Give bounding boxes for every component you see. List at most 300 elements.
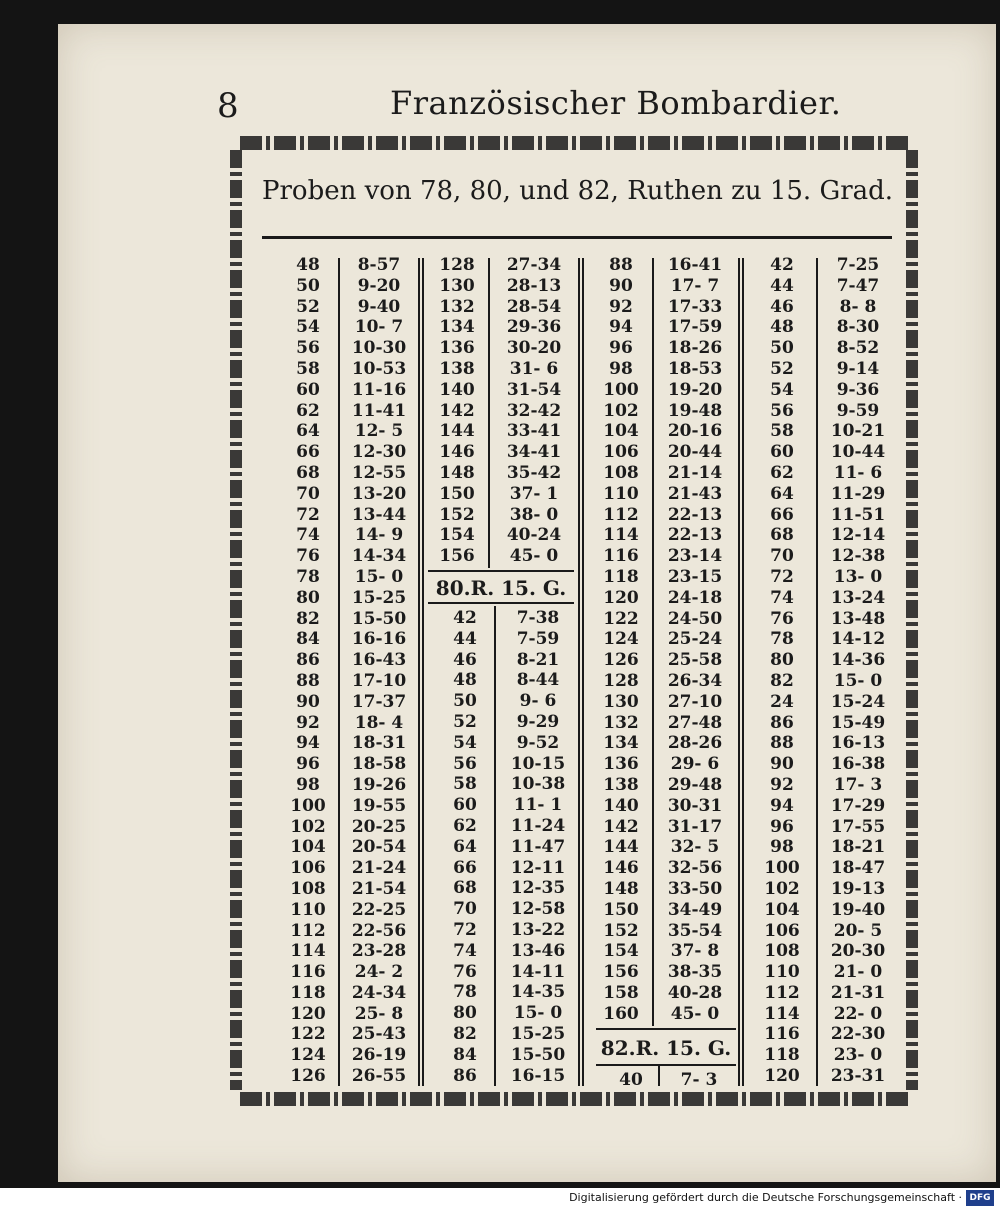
ornamental-border-bottom xyxy=(240,1092,908,1106)
time-cell: 10-53 xyxy=(351,358,407,379)
distance-cell: 104 xyxy=(603,421,639,442)
distance-cell: 98 xyxy=(296,774,320,795)
time-cell: 10-30 xyxy=(351,338,407,359)
footer-bar xyxy=(0,1188,1000,1210)
time-cell: 22-25 xyxy=(351,899,407,920)
time-cell: 18-53 xyxy=(667,358,723,379)
subhead-rule xyxy=(428,602,574,604)
distance-cell: 80 xyxy=(453,1003,477,1024)
distance-cell: 144 xyxy=(439,421,475,442)
distance-cell: 124 xyxy=(290,1045,326,1066)
time-cell: 7-59 xyxy=(516,628,560,649)
column-divider-double xyxy=(418,258,424,1086)
time-cell: 23-15 xyxy=(667,566,723,587)
distance-cell: 118 xyxy=(603,566,639,587)
distance-cell: 94 xyxy=(296,733,320,754)
time-cell: 27-48 xyxy=(667,712,723,733)
time-cell: 34-49 xyxy=(667,899,723,920)
time-cell: 25-43 xyxy=(351,1024,407,1045)
subhead-rule xyxy=(428,570,574,572)
distance-cell: 42 xyxy=(453,608,477,628)
time-cell: 11-51 xyxy=(830,504,886,525)
time-cell: 25-58 xyxy=(667,650,723,671)
time-cell: 16-16 xyxy=(351,629,407,650)
time-cell: 22-13 xyxy=(667,525,723,546)
time-cell: 15-24 xyxy=(830,691,886,712)
distance-cell: 142 xyxy=(439,400,475,421)
col3-distance-list xyxy=(592,255,650,1024)
ornamental-border-left xyxy=(230,150,242,1090)
distance-cell: 96 xyxy=(609,338,633,359)
column-divider-double xyxy=(738,258,744,1086)
distance-cell: 62 xyxy=(770,462,794,483)
distance-cell: 148 xyxy=(603,878,639,899)
time-cell: 14-36 xyxy=(830,650,886,671)
distance-cell: 140 xyxy=(603,795,639,816)
time-cell: 8- 8 xyxy=(839,296,877,317)
distance-cell: 150 xyxy=(603,899,639,920)
column-divider xyxy=(494,606,496,1086)
distance-cell: 118 xyxy=(764,1045,800,1066)
time-cell: 27-10 xyxy=(667,691,723,712)
time-cell: 19-55 xyxy=(351,795,407,816)
distance-cell: 58 xyxy=(453,774,477,795)
distance-cell: 124 xyxy=(603,629,639,650)
distance-cell: 66 xyxy=(296,442,320,463)
distance-cell: 120 xyxy=(764,1066,800,1087)
time-cell: 18-26 xyxy=(667,338,723,359)
time-cell: 21-54 xyxy=(351,878,407,899)
time-cell: 24-18 xyxy=(667,587,723,608)
distance-cell: 92 xyxy=(296,712,320,733)
time-cell: 25-24 xyxy=(667,629,723,650)
distance-cell: 84 xyxy=(296,629,320,650)
time-cell: 16-38 xyxy=(830,754,886,775)
time-cell: 9-59 xyxy=(836,400,880,421)
distance-cell: 144 xyxy=(603,837,639,858)
time-cell: 12- 5 xyxy=(354,421,404,442)
time-cell: 21-31 xyxy=(830,982,886,1003)
col4-time-list xyxy=(820,255,896,1087)
time-cell: 17- 7 xyxy=(670,275,720,296)
distance-cell: 50 xyxy=(296,275,320,296)
time-cell: 15-49 xyxy=(830,712,886,733)
time-cell: 12-35 xyxy=(510,878,566,899)
column-divider xyxy=(816,258,818,1086)
distance-cell: 56 xyxy=(296,338,320,359)
distance-cell: 88 xyxy=(770,733,794,754)
distance-cell: 104 xyxy=(764,899,800,920)
time-cell: 15- 0 xyxy=(354,566,404,587)
time-cell: 10- 7 xyxy=(354,317,404,338)
distance-cell: 48 xyxy=(770,317,794,338)
time-cell: 25- 8 xyxy=(354,1003,404,1024)
distance-cell: 114 xyxy=(764,1003,800,1024)
time-cell: 24-34 xyxy=(351,982,407,1003)
time-cell: 29-36 xyxy=(506,317,562,338)
distance-cell: 146 xyxy=(439,442,475,463)
time-cell: 15-50 xyxy=(351,608,407,629)
time-cell: 8-57 xyxy=(357,255,401,275)
distance-cell: 58 xyxy=(296,358,320,379)
distance-cell: 132 xyxy=(603,712,639,733)
dfg-logo: DFG xyxy=(966,1190,994,1206)
time-cell: 26-55 xyxy=(351,1066,407,1087)
distance-cell: 90 xyxy=(296,691,320,712)
distance-cell: 82 xyxy=(296,608,320,629)
column-divider xyxy=(658,1066,660,1086)
time-cell: 26-19 xyxy=(351,1045,407,1066)
time-cell: 20-44 xyxy=(667,442,723,463)
distance-cell: 98 xyxy=(770,837,794,858)
time-cell: 35-54 xyxy=(667,920,723,941)
distance-cell: 68 xyxy=(770,525,794,546)
distance-cell: 76 xyxy=(296,546,320,567)
distance-cell: 128 xyxy=(603,670,639,691)
distance-cell: 78 xyxy=(296,566,320,587)
time-cell: 31-17 xyxy=(667,816,723,837)
time-cell: 28-13 xyxy=(506,275,562,296)
distance-cell: 50 xyxy=(770,338,794,359)
distance-cell: 70 xyxy=(770,546,794,567)
time-cell: 16-41 xyxy=(667,255,723,275)
time-cell: 29- 6 xyxy=(670,754,720,775)
distance-cell: 86 xyxy=(453,1065,477,1086)
distance-cell: 90 xyxy=(609,275,633,296)
distance-cell: 56 xyxy=(453,753,477,774)
ornamental-border-top xyxy=(240,136,908,150)
distance-cell: 44 xyxy=(770,275,794,296)
time-cell: 10-21 xyxy=(830,421,886,442)
subhead-82-ruthen: 82.R. 15. G. xyxy=(600,1036,732,1060)
distance-cell: 54 xyxy=(296,317,320,338)
distance-cell: 76 xyxy=(770,608,794,629)
running-head: Französischer Bombardier. xyxy=(390,84,842,122)
distance-cell: 146 xyxy=(603,858,639,879)
time-cell: 45- 0 xyxy=(670,1003,720,1024)
distance-cell: 56 xyxy=(770,400,794,421)
title-rule xyxy=(262,236,892,239)
time-cell: 23-14 xyxy=(667,546,723,567)
time-cell: 22-30 xyxy=(830,1024,886,1045)
time-cell: 17- 3 xyxy=(833,774,883,795)
time-cell: 33-50 xyxy=(667,878,723,899)
distance-cell: 74 xyxy=(453,940,477,961)
distance-cell: 126 xyxy=(603,650,639,671)
column-divider-double xyxy=(578,258,584,1086)
distance-cell: 108 xyxy=(603,462,639,483)
time-cell: 18-31 xyxy=(351,733,407,754)
time-cell: 14-12 xyxy=(830,629,886,650)
time-cell: 9- 6 xyxy=(519,691,557,712)
distance-cell: 138 xyxy=(603,774,639,795)
distance-cell: 82 xyxy=(453,1023,477,1044)
distance-cell: 72 xyxy=(296,504,320,525)
distance-cell: 120 xyxy=(290,1003,326,1024)
time-cell: 9-40 xyxy=(357,296,401,317)
time-cell: 11-24 xyxy=(510,815,566,836)
time-cell: 11-16 xyxy=(351,379,407,400)
time-cell: 9-36 xyxy=(836,379,880,400)
time-cell: 13-20 xyxy=(351,483,407,504)
distance-cell: 66 xyxy=(453,857,477,878)
time-cell: 7-47 xyxy=(836,275,880,296)
time-cell: 9-29 xyxy=(516,711,560,732)
time-cell: 12-38 xyxy=(830,546,886,567)
distance-cell: 136 xyxy=(603,754,639,775)
distance-cell: 96 xyxy=(770,816,794,837)
col2-time-list xyxy=(494,255,574,567)
distance-cell: 134 xyxy=(603,733,639,754)
column-divider xyxy=(338,258,340,1086)
time-cell: 7-38 xyxy=(516,608,560,628)
distance-cell: 48 xyxy=(296,255,320,275)
time-cell: 21-14 xyxy=(667,462,723,483)
col3b-distance-list xyxy=(604,1070,658,1091)
time-cell: 10-44 xyxy=(830,442,886,463)
time-cell: 34-41 xyxy=(506,442,562,463)
distance-cell: 118 xyxy=(290,982,326,1003)
time-cell: 18-47 xyxy=(830,858,886,879)
col2b-time-list xyxy=(500,608,576,1086)
time-cell: 15-25 xyxy=(510,1023,566,1044)
time-cell: 17-29 xyxy=(830,795,886,816)
distance-cell: 154 xyxy=(439,525,475,546)
col1-distance-list xyxy=(282,255,334,1087)
time-cell: 23-31 xyxy=(830,1066,886,1087)
time-cell: 37- 1 xyxy=(509,483,559,504)
distance-cell: 154 xyxy=(603,941,639,962)
time-cell: 15-50 xyxy=(510,1044,566,1065)
distance-cell: 52 xyxy=(453,711,477,732)
distance-cell: 74 xyxy=(296,525,320,546)
distance-cell: 104 xyxy=(290,837,326,858)
time-cell: 20- 5 xyxy=(833,920,883,941)
distance-cell: 106 xyxy=(603,442,639,463)
time-cell: 15-25 xyxy=(351,587,407,608)
page-number: 8 xyxy=(217,86,239,126)
time-cell: 18-58 xyxy=(351,754,407,775)
subhead-rule xyxy=(596,1064,736,1066)
time-cell: 11- 6 xyxy=(833,462,883,483)
distance-cell: 94 xyxy=(609,317,633,338)
distance-cell: 88 xyxy=(296,670,320,691)
time-cell: 15- 0 xyxy=(833,670,883,691)
distance-cell: 102 xyxy=(764,878,800,899)
time-cell: 32- 5 xyxy=(670,837,720,858)
distance-cell: 106 xyxy=(764,920,800,941)
col3-time-list xyxy=(656,255,734,1024)
distance-cell: 110 xyxy=(603,483,639,504)
time-cell: 17-10 xyxy=(351,670,407,691)
time-cell: 15- 0 xyxy=(513,1003,563,1024)
distance-cell: 152 xyxy=(603,920,639,941)
distance-cell: 60 xyxy=(453,795,477,816)
distance-cell: 76 xyxy=(453,961,477,982)
time-cell: 20-16 xyxy=(667,421,723,442)
time-cell: 11- 1 xyxy=(513,795,563,816)
time-cell: 9-52 xyxy=(516,732,560,753)
distance-cell: 58 xyxy=(770,421,794,442)
time-cell: 7-25 xyxy=(836,255,880,275)
distance-cell: 100 xyxy=(290,795,326,816)
distance-cell: 68 xyxy=(296,462,320,483)
time-cell: 12-14 xyxy=(830,525,886,546)
distance-cell: 46 xyxy=(770,296,794,317)
time-cell: 31- 6 xyxy=(509,358,559,379)
column-divider xyxy=(652,258,654,1026)
distance-cell: 122 xyxy=(290,1024,326,1045)
time-cell: 29-48 xyxy=(667,774,723,795)
distance-cell: 130 xyxy=(439,275,475,296)
distance-cell: 40 xyxy=(619,1070,643,1090)
distance-cell: 150 xyxy=(439,483,475,504)
distance-cell: 92 xyxy=(609,296,633,317)
time-cell: 16-43 xyxy=(351,650,407,671)
time-cell: 9-20 xyxy=(357,275,401,296)
time-cell: 7- 3 xyxy=(680,1070,718,1090)
distance-cell: 114 xyxy=(290,941,326,962)
col1-time-list xyxy=(344,255,414,1087)
distance-cell: 102 xyxy=(290,816,326,837)
distance-cell: 60 xyxy=(296,379,320,400)
distance-cell: 60 xyxy=(770,442,794,463)
time-cell: 12-11 xyxy=(510,857,566,878)
distance-cell: 72 xyxy=(453,919,477,940)
time-cell: 13-46 xyxy=(510,940,566,961)
distance-cell: 132 xyxy=(439,296,475,317)
time-cell: 18- 4 xyxy=(354,712,404,733)
time-cell: 22- 0 xyxy=(833,1003,883,1024)
time-cell: 22-13 xyxy=(667,504,723,525)
distance-cell: 92 xyxy=(770,774,794,795)
distance-cell: 48 xyxy=(453,670,477,691)
time-cell: 32-42 xyxy=(506,400,562,421)
distance-cell: 136 xyxy=(439,338,475,359)
time-cell: 17-33 xyxy=(667,296,723,317)
time-cell: 8-44 xyxy=(516,670,560,691)
time-cell: 14-35 xyxy=(510,982,566,1003)
time-cell: 8-21 xyxy=(516,649,560,670)
distance-cell: 42 xyxy=(770,255,794,275)
distance-cell: 80 xyxy=(770,650,794,671)
distance-cell: 44 xyxy=(453,628,477,649)
time-cell: 13- 0 xyxy=(833,566,883,587)
distance-cell: 108 xyxy=(764,941,800,962)
footer-funding-text: Digitalisierung gefördert durch die Deutsche Forschungsgemeinschaft · xyxy=(569,1191,962,1204)
time-cell: 20-54 xyxy=(351,837,407,858)
distance-cell: 110 xyxy=(290,899,326,920)
distance-cell: 64 xyxy=(453,836,477,857)
distance-cell: 96 xyxy=(296,754,320,775)
time-cell: 19-26 xyxy=(351,774,407,795)
distance-cell: 100 xyxy=(764,858,800,879)
distance-cell: 66 xyxy=(770,504,794,525)
distance-cell: 70 xyxy=(296,483,320,504)
distance-cell: 98 xyxy=(609,358,633,379)
time-cell: 38-35 xyxy=(667,962,723,983)
distance-cell: 64 xyxy=(296,421,320,442)
time-cell: 19-13 xyxy=(830,878,886,899)
time-cell: 18-21 xyxy=(830,837,886,858)
time-cell: 14-11 xyxy=(510,961,566,982)
distance-cell: 90 xyxy=(770,754,794,775)
distance-cell: 110 xyxy=(764,962,800,983)
distance-cell: 50 xyxy=(453,691,477,712)
distance-cell: 78 xyxy=(453,982,477,1003)
distance-cell: 114 xyxy=(603,525,639,546)
time-cell: 23-28 xyxy=(351,941,407,962)
time-cell: 16-15 xyxy=(510,1065,566,1086)
distance-cell: 88 xyxy=(609,255,633,275)
distance-cell: 156 xyxy=(439,546,475,567)
time-cell: 45- 0 xyxy=(509,546,559,567)
time-cell: 24-50 xyxy=(667,608,723,629)
distance-cell: 152 xyxy=(439,504,475,525)
col4-distance-list xyxy=(752,255,812,1087)
distance-cell: 86 xyxy=(296,650,320,671)
distance-cell: 122 xyxy=(603,608,639,629)
distance-cell: 46 xyxy=(453,649,477,670)
time-cell: 11-47 xyxy=(510,836,566,857)
time-cell: 12-30 xyxy=(351,442,407,463)
distance-cell: 70 xyxy=(453,899,477,920)
distance-cell: 62 xyxy=(453,815,477,836)
time-cell: 10-38 xyxy=(510,774,566,795)
distance-cell: 106 xyxy=(290,858,326,879)
distance-cell: 112 xyxy=(764,982,800,1003)
distance-cell: 86 xyxy=(770,712,794,733)
time-cell: 19-40 xyxy=(830,899,886,920)
time-cell: 21- 0 xyxy=(833,962,883,983)
distance-cell: 82 xyxy=(770,670,794,691)
column-divider xyxy=(488,258,490,568)
time-cell: 38- 0 xyxy=(509,504,559,525)
time-cell: 13-22 xyxy=(510,919,566,940)
time-cell: 16-13 xyxy=(830,733,886,754)
col3b-time-list xyxy=(662,1070,736,1091)
distance-cell: 148 xyxy=(439,462,475,483)
subhead-80-ruthen: 80.R. 15. G. xyxy=(435,576,567,600)
time-cell: 12-55 xyxy=(351,462,407,483)
col2-distance-list xyxy=(430,255,484,567)
distance-cell: 156 xyxy=(603,962,639,983)
time-cell: 20-25 xyxy=(351,816,407,837)
time-cell: 21-43 xyxy=(667,483,723,504)
subhead-rule xyxy=(596,1028,736,1030)
time-cell: 26-34 xyxy=(667,670,723,691)
time-cell: 12-58 xyxy=(510,899,566,920)
distance-cell: 142 xyxy=(603,816,639,837)
time-cell: 14- 9 xyxy=(354,525,404,546)
time-cell: 19-48 xyxy=(667,400,723,421)
time-cell: 17-55 xyxy=(830,816,886,837)
time-cell: 35-42 xyxy=(506,462,562,483)
distance-cell: 74 xyxy=(770,587,794,608)
distance-cell: 84 xyxy=(453,1044,477,1065)
distance-cell: 102 xyxy=(603,400,639,421)
distance-cell: 108 xyxy=(290,878,326,899)
ornamental-border-right xyxy=(906,150,918,1090)
time-cell: 17-59 xyxy=(667,317,723,338)
time-cell: 27-34 xyxy=(506,255,562,275)
time-cell: 40-24 xyxy=(506,525,562,546)
distance-cell: 116 xyxy=(603,546,639,567)
time-cell: 23- 0 xyxy=(833,1045,883,1066)
distance-cell: 62 xyxy=(296,400,320,421)
time-cell: 30-20 xyxy=(506,338,562,359)
distance-cell: 160 xyxy=(603,1003,639,1024)
